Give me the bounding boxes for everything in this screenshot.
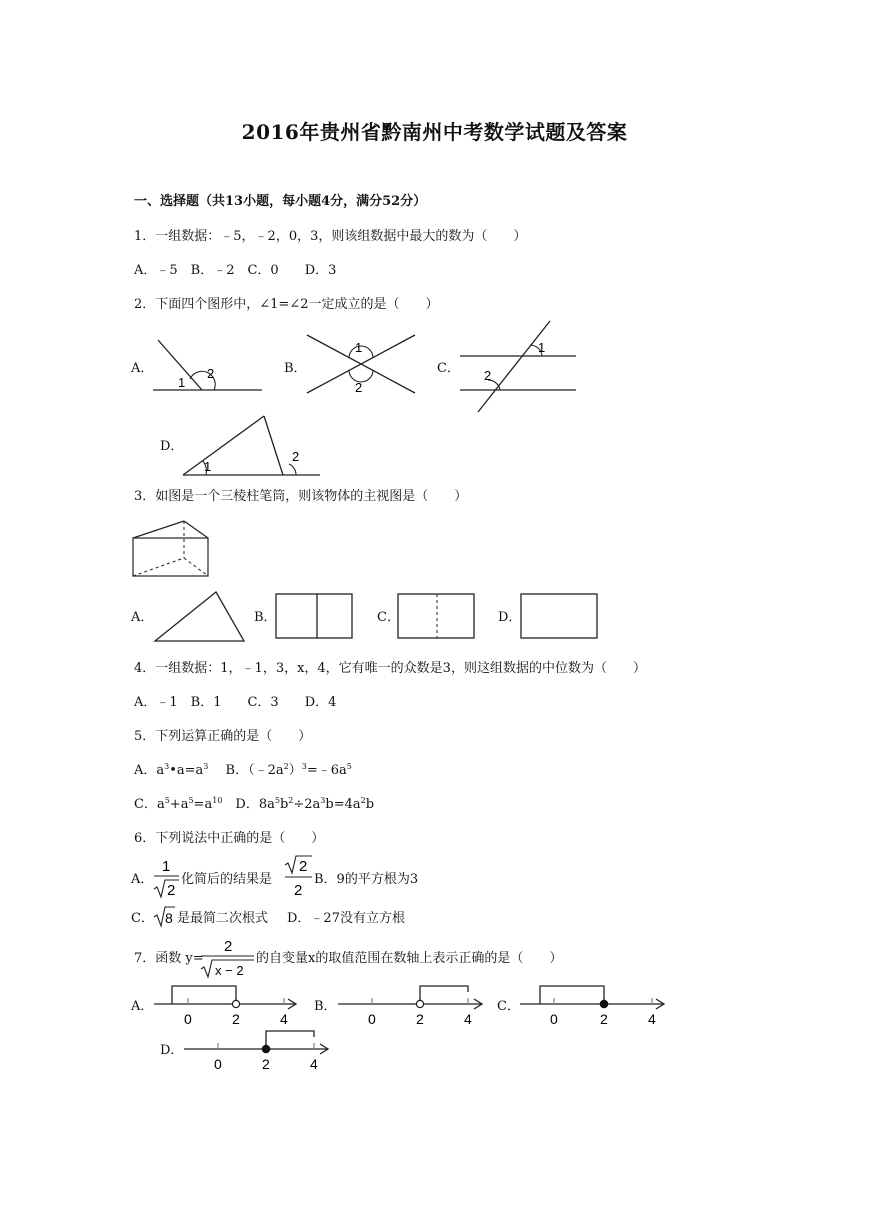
q6-frac-radicand: 2 [167,882,176,899]
q2-figure-b [305,331,420,397]
q7c-tick-0: 0 [550,1011,558,1027]
q7a-tick-2: 2 [232,1011,240,1027]
q3-prism-figure [130,518,212,580]
section-heading: 一、选择题（共13小题，每小题4分，满分52分） [134,194,427,209]
q2-option-c-label: C． [437,361,460,376]
q2a-angle-1: 1 [178,375,186,390]
q3-option-a-label: A． [131,610,154,625]
q7c-tick-4: 4 [648,1011,656,1027]
q3-option-b-rect [275,593,355,641]
q7-number-line-b [336,982,488,1027]
q5-options-ab: A．$a^3•a=a^3$ B．$(﹣2a^2)^3=﹣6a^5$ [134,762,352,778]
q2c-angle-1: 1 [538,340,546,355]
q3-option-d-label: D． [498,610,522,625]
q7-option-c-label: C． [497,999,520,1014]
q2-option-b-label: B． [284,361,307,376]
question-2-stem: 2．下面四个图形中，∠1=∠2一定成立的是（ ） [134,297,439,312]
q2b-angle-1: 1 [355,340,363,355]
q7-number-line-a [152,982,302,1027]
q3-option-c-label: C． [377,610,400,625]
q7b-tick-2: 2 [416,1011,424,1027]
question-3-stem: 3．如图是一个三棱柱笔筒，则该物体的主视图是（ ） [134,489,468,504]
q7-frac-radicand: x − 2 [215,963,244,978]
q7-option-b-label: B． [314,999,337,1014]
q7a-tick-4: 4 [280,1011,288,1027]
q2d-angle-1: 1 [204,459,212,474]
question-4-stem: 4．一组数据：1，﹣1，3，x，4，它有唯一的众数是3，则这组数据的中位数为（ ） [134,661,646,676]
q3-option-a-triangle [152,588,248,644]
q3-option-d-rect [520,593,600,641]
q7-option-d-label: D． [160,1043,184,1058]
q6-option-b: B．9的平方根为3 [314,872,419,887]
q6-root8 [153,905,177,929]
q7b-tick-0: 0 [368,1011,376,1027]
q7d-tick-4: 4 [310,1056,318,1072]
q2d-angle-2: 2 [292,449,300,464]
q3-option-c-rect [397,593,477,641]
q6-fraction-root2-over-2 [284,855,314,901]
q2-figure-d [180,413,325,479]
q7d-tick-0: 0 [214,1056,222,1072]
q7b-tick-4: 4 [464,1011,472,1027]
q3-option-b-label: B． [254,610,277,625]
q6-fraction-one-over-root2 [153,857,181,901]
q7a-tick-0: 0 [184,1011,192,1027]
q7-stem-suffix: 的自变量x的取值范围在数轴上表示正确的是（ ） [256,951,563,966]
q6-frac-numerator: 1 [162,858,171,875]
q6-option-d: D．﹣27没有立方根 [287,911,405,926]
q2c-angle-2: 2 [484,368,492,383]
q2-option-d-label: D． [160,439,184,454]
q6-res-radicand: 2 [299,858,308,875]
q7-fraction [200,937,256,981]
question-5-stem: 5．下列运算正确的是（ ） [134,729,312,744]
question-6-stem: 6．下列说法中正确的是（ ） [134,831,325,846]
question-1-options: A．﹣5 B．﹣2 C．0 D．3 [134,263,337,278]
q2-option-a-label: A． [131,361,154,376]
question-1-stem: 1．一组数据：﹣5，﹣2，0，3，则该组数据中最大的数为（ ） [134,229,527,244]
question-4-options: A．﹣1 B．1 C．3 D．4 [134,695,337,710]
q2-figure-c [458,318,580,414]
q6-option-a-mid: 化简后的结果是 [181,872,273,887]
q6-option-c-prefix: C． [131,911,154,926]
q7-stem-prefix: 7．函数 y= [134,951,204,966]
q2b-angle-2: 2 [355,380,363,395]
q7-option-a-label: A． [131,999,154,1014]
q7-number-line-d [182,1027,334,1072]
q7d-tick-2: 2 [262,1056,270,1072]
q7c-tick-2: 2 [600,1011,608,1027]
q7-number-line-c [518,982,670,1027]
q2-figure-a [150,335,265,395]
q7-frac-numerator: 2 [224,938,233,955]
q2a-angle-2: 2 [207,366,215,381]
page-title: 2016年贵州省黔南州中考数学试题及答案 [241,120,628,144]
q5-options-cd: C．$a^5+a^5=a^{10}$ D．$8a^5b^2\div 2a^3b=4a^2b$ [134,796,375,812]
q6-root8-radicand: 8 [165,910,173,926]
q6-res-denominator: 2 [294,882,303,899]
q6-option-a-prefix: A． [131,872,154,887]
q6-option-c-text: 是最简二次根式 [177,911,269,926]
